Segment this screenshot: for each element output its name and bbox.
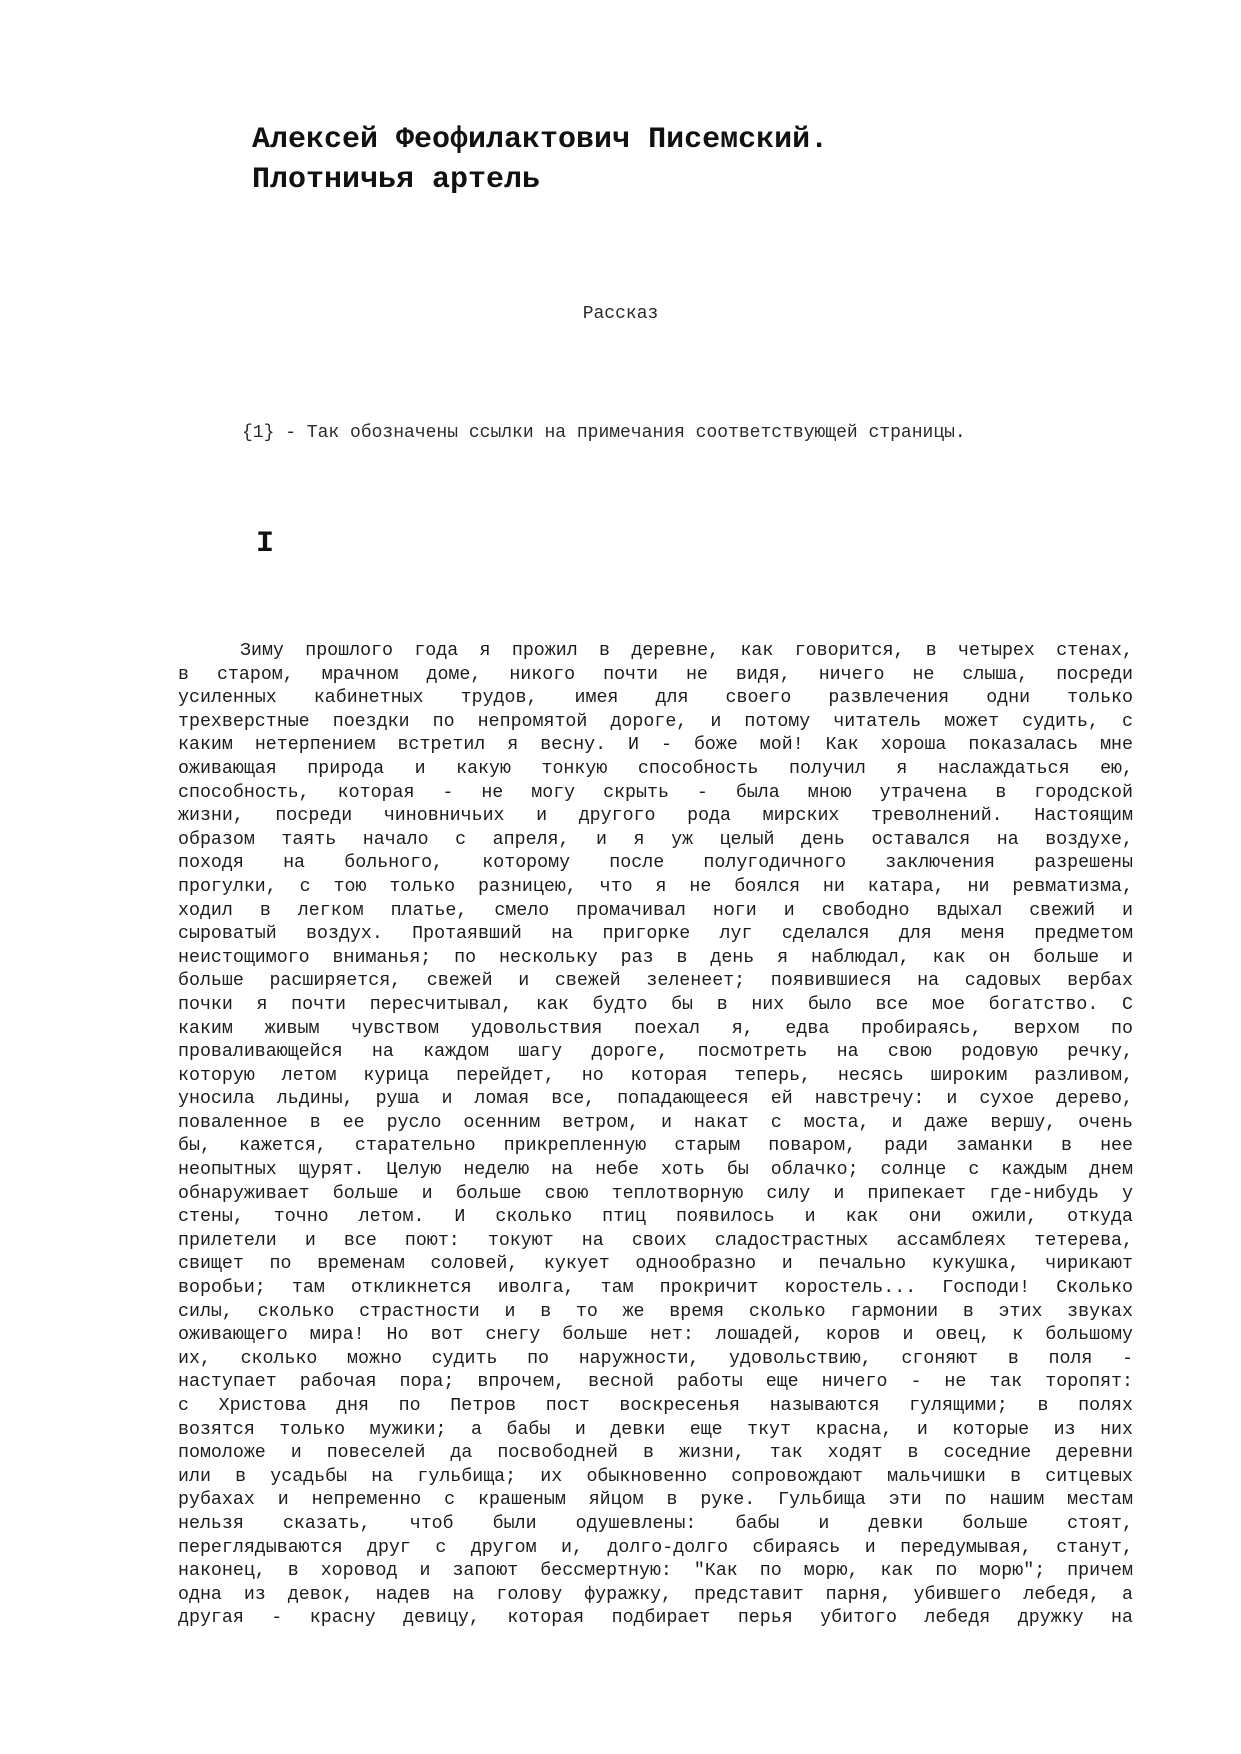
footnote-explanation: {1} - Так обозначены ссылки на примечания соответствующей страницы.: [242, 423, 966, 443]
body-line: одна из девок, надев на голову фуражку, представит парня, убившего лебедя, а: [178, 1584, 1133, 1605]
body-line: возятся только мужики; а бабы и девки еще ткут красна, и которые из них: [178, 1419, 1133, 1440]
body-line: проваливающейся на каждом шагу дороге, посмотреть на свою родовую речку,: [178, 1042, 1133, 1063]
body-line: ходил в легком платье, смело промачивал ноги и свободно вдыхал свежий и: [178, 900, 1133, 921]
body-line: стены, точно летом. И сколько птиц появилось и как они ожили, откуда: [178, 1207, 1133, 1228]
body-line: силы, сколько страстности и в то же время сколько гармонии в этих звуках: [178, 1301, 1133, 1322]
body-line: прилетели и все поют: токуют на своих сладострастных ассамблеях тетерева,: [178, 1230, 1133, 1251]
body-line: переглядываются друг с другом и, долго-долго сбираясь и передумывая, станут,: [178, 1537, 1133, 1558]
chapter-heading: I: [256, 527, 275, 561]
title-author: Алексей Феофилактович Писемский.: [252, 123, 829, 157]
body-line: обнаруживает больше и больше свою теплотворную силу и припекает где-нибудь у: [178, 1183, 1133, 1204]
body-line: которую летом курица перейдет, но которая теперь, несясь широким разливом,: [178, 1065, 1133, 1086]
body-line: поваленное в ее русло осенним ветром, и накат с моста, и даже вершу, очень: [178, 1112, 1133, 1133]
body-line: нельзя сказать, чтоб были одушевлены: бабы и девки больше стоят,: [178, 1513, 1133, 1534]
body-paragraph: [178, 640, 1133, 1631]
body-line: наконец, в хоровод и запоют бессмертную: "Как по морю, как по морю"; причем: [178, 1561, 1133, 1582]
body-line: или в усадьбы на гульбища; их обыкновенно сопровождают мальчишки в ситцевых: [178, 1466, 1133, 1487]
body-line: каким живым чувством удовольствия поехал я, едва пробираясь, верхом по: [178, 1018, 1133, 1039]
body-line: прогулки, с тою только разницею, что я не боялся ни катара, ни ревматизма,: [178, 876, 1133, 897]
body-line: рубахах и непременно с крашеным яйцом в руке. Гульбища эти по нашим местам: [178, 1490, 1133, 1511]
body-line: их, сколько можно судить по наружности, удовольствию, сгоняют в поля -: [178, 1348, 1133, 1369]
body-line: бы, кажется, старательно прикрепленную старым поваром, ради заманки в нее: [178, 1136, 1133, 1157]
body-line: сыроватый воздух. Протаявший на пригорке луг сделался для меня предметом: [178, 924, 1133, 945]
genre-subtitle: Рассказ: [582, 304, 659, 324]
body-line: свищет по временам соловей, кукует однообразно и печально кукушка, чирикают: [178, 1254, 1133, 1275]
body-line: оживающего мира! Но вот снегу больше нет: лошадей, коров и овец, к большому: [178, 1325, 1133, 1346]
body-line: оживающая природа и какую тонкую способность получил я наслаждаться ею,: [178, 758, 1133, 779]
body-line: неопытных щурят. Целую неделю на небе хоть бы облачко; солнце с каждым днем: [178, 1160, 1133, 1181]
body-line: способность, которая - не могу скрыть - была мною утрачена в городской: [178, 782, 1133, 803]
body-line: другая - красну девицу, которая подбирает перья убитого лебедя дружку на: [178, 1608, 1133, 1629]
document-title: [252, 120, 828, 200]
body-line: жизни, посреди чиновничьих и другого рода мирских треволнений. Настоящим: [178, 806, 1133, 827]
body-line: уносила льдины, руша и ломая все, попадающееся ей навстречу: и сухое дерево,: [178, 1089, 1133, 1110]
body-line: неистощимого вниманья; по нескольку раз в день я наблюдал, как он больше и: [178, 947, 1133, 968]
body-line: образом таять начало с апреля, и я уж целый день оставался на воздухе,: [178, 829, 1133, 850]
body-line: каким нетерпением встретил я весну. И - боже мой! Как хороша показалась мне: [178, 735, 1133, 756]
body-line: в старом, мрачном доме, никого почти не видя, ничего не слыша, посреди: [178, 664, 1133, 685]
body-line: Зиму прошлого года я прожил в деревне, как говорится, в четырех стенах,: [240, 641, 1133, 661]
body-line: воробьи; там откликнется иволга, там прокричит коростель... Господи! Сколько: [178, 1278, 1133, 1299]
body-line: наступает рабочая пора; впрочем, весной работы еще ничего - не так торопят:: [178, 1372, 1133, 1393]
title-work: Плотничья артель: [252, 163, 541, 197]
body-line: больше расширяется, свежей и свежей зеленеет; появившиеся на садовых вербах: [178, 971, 1133, 992]
body-line: с Христова дня по Петров пост воскресенья называются гулящими; в полях: [178, 1396, 1133, 1416]
body-line: помоложе и повеселей да посвободней в жизни, так ходят в соседние деревни: [178, 1443, 1133, 1464]
body-line: почки я почти пересчитывал, как будто бы в них было все мое богатство. С: [178, 994, 1133, 1015]
body-line: походя на больного, которому после полугодичного заключения разрешены: [178, 853, 1133, 874]
body-line: усиленных кабинетных трудов, имея для своего развлечения одни только: [178, 688, 1133, 709]
body-line: трехверстные поездки по непромятой дороге, и потому читатель может судить, с: [178, 711, 1133, 732]
